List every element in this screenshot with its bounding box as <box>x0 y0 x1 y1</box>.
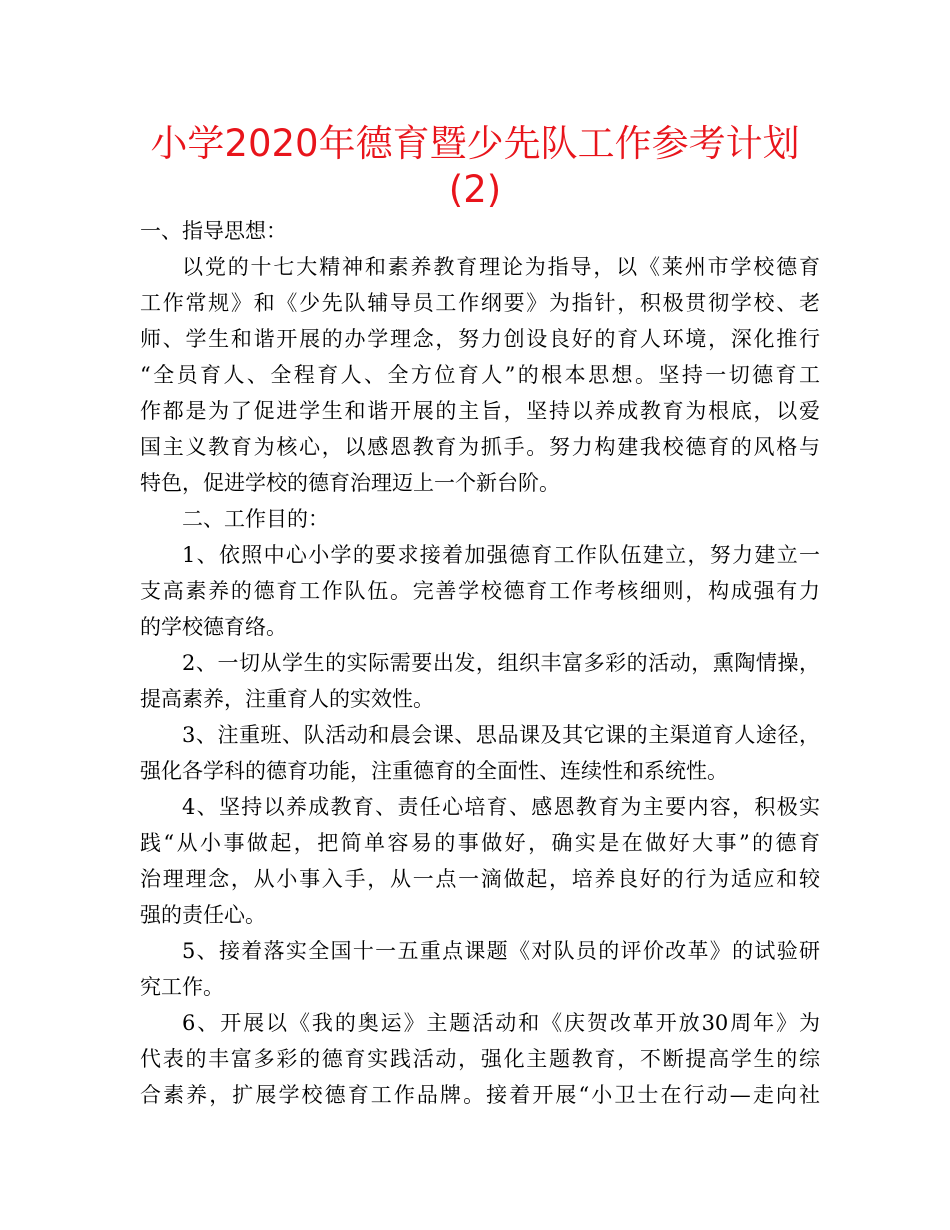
paragraph-line: 强化各学科的德育功能，注重德育的全面性、连续性和系统性。 <box>140 759 728 783</box>
paragraph-line: 6、开展以《我的奥运》主题活动和《庆贺改革开放30周年》为 <box>182 1011 820 1035</box>
paragraph-line: 国主义教育为核心，以感恩教育为抓手。努力构建我校德育的风格与 <box>140 435 820 459</box>
section-heading-work-goals: 二、工作目的： <box>182 507 329 531</box>
paragraph-line: 3、注重班、队活动和晨会课、思品课及其它课的主渠道育人途径， <box>182 723 820 747</box>
paragraph-line: 践“从小事做起，把简单容易的事做好，确实是在做好大事”的德育 <box>140 831 820 855</box>
paragraph-line: 治理理念，从小事入手，从一点一滴做起，培养良好的行为适应和较 <box>140 867 820 891</box>
paragraph-line: 工作常规》和《少先队辅导员工作纲要》为指针，积极贯彻学校、老 <box>140 291 820 315</box>
paragraph-line: 提高素养，注重育人的实效性。 <box>140 687 434 711</box>
paragraph-line: 合素养，扩展学校德育工作品牌。接着开展“小卫士在行动—走向社 <box>140 1083 820 1107</box>
paragraph-line: 强的责任心。 <box>140 903 266 927</box>
document-title-line2: (2) <box>448 168 502 211</box>
paragraph-line: 4、坚持以养成教育、责任心培育、感恩教育为主要内容，积极实 <box>182 795 820 819</box>
document-title-line1: 小学2020年德育暨少先队工作参考计划 <box>150 122 800 165</box>
paragraph-line: 1、依照中心小学的要求接着加强德育工作队伍建立，努力建立一 <box>182 543 820 567</box>
section-heading-guiding-thought: 一、指导思想： <box>140 219 287 243</box>
paragraph-line: 师、学生和谐开展的办学理念，努力创设良好的育人环境，深化推行 <box>140 327 820 351</box>
paragraph-line: 特色，促进学校的德育治理迈上一个新台阶。 <box>140 471 560 495</box>
paragraph-line: 5、接着落实全国十一五重点课题《对队员的评价改革》的试验研 <box>182 939 820 963</box>
paragraph-line: 究工作。 <box>140 975 224 999</box>
paragraph-line: 作都是为了促进学生和谐开展的主旨，坚持以养成教育为根底，以爱 <box>140 399 820 423</box>
paragraph-line: “全员育人、全程育人、全方位育人”的根本思想。坚持一切德育工 <box>140 363 820 387</box>
paragraph-line: 的学校德育络。 <box>140 615 287 639</box>
paragraph-line: 支高素养的德育工作队伍。完善学校德育工作考核细则，构成强有力 <box>140 579 820 603</box>
paragraph-line: 以党的十七大精神和素养教育理论为指导，以《莱州市学校德育 <box>182 255 820 279</box>
paragraph-line: 2、一切从学生的实际需要出发，组织丰富多彩的活动，熏陶情操， <box>182 651 820 675</box>
paragraph-line: 代表的丰富多彩的德育实践活动，强化主题教育，不断提高学生的综 <box>140 1047 820 1071</box>
